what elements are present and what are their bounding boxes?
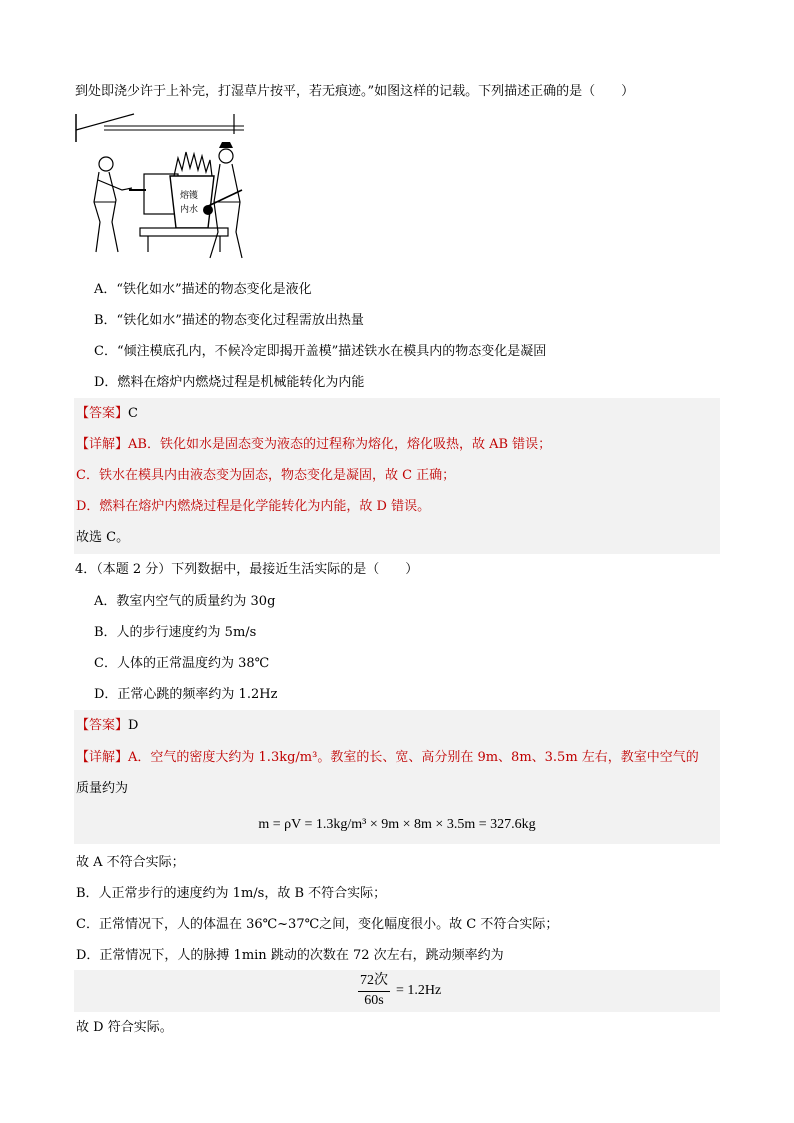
q4-option-c: C．人体的正常温度约为 38℃	[94, 656, 270, 671]
q3-detail-ab: 【详解】AB．铁化如水是固态变为液态的过程称为熔化，熔化吸热，故 AB 错误；	[76, 437, 552, 452]
foundry-drawing	[74, 112, 244, 264]
q3-conclusion: 故选 C。	[76, 530, 130, 545]
q4-d-conclusion: 故 D 符合实际。	[76, 1020, 173, 1035]
q4-answer: 【答案】D	[76, 718, 139, 733]
q4-option-d: D．正常心跳的频率约为 1.2Hz	[94, 687, 278, 702]
q4-detail-c: C．正常情况下，人的体温在 36℃~37℃之间，变化幅度很小。故 C 不符合实际；	[76, 917, 559, 932]
fraction-denominator: 60s	[364, 993, 384, 1008]
q3-detail-c: C．铁水在模具内由液态变为固态，物态变化是凝固，故 C 正确；	[76, 468, 456, 483]
q3-option-c: C．“倾注模底孔内，不候冷定即揭开盖模”描述铁水在模具内的物态变化是凝固	[94, 344, 547, 359]
q4-detail-a: 【详解】A．空气的密度大约为 1.3kg/m³。教室的长、宽、高分别在 9m、8m、3.5m 左右，教室中空气的	[76, 750, 699, 765]
q4-stem: 4．（本题 2 分）下列数据中，最接近生活实际的是（ ）	[75, 562, 419, 577]
q4-detail-a-cont: 质量约为	[76, 781, 129, 796]
q4-detail-b: B．人正常步行的速度约为 1m/s，故 B 不符合实际；	[76, 886, 387, 901]
q3-option-d: D．燃料在熔炉内燃烧过程是机械能转化为内能	[94, 375, 365, 390]
q4-detail-d: D．正常情况下，人的脉搏 1min 跳动的次数在 72 次左右，跳动频率约为	[76, 948, 504, 963]
answer-value: C	[128, 406, 138, 421]
density-formula: m = ρV = 1.3kg/m³ × 9m × 8m × 3.5m = 327.6kg	[258, 817, 536, 832]
q4-option-b: B．人的步行速度约为 5m/s	[94, 625, 257, 640]
fraction-numerator: 72次	[360, 973, 388, 988]
q3-detail-d: D．燃料在熔炉内燃烧过程是化学能转化为内能，故 D 错误。	[76, 499, 431, 514]
q3-option-a: A．“铁化如水”描述的物态变化是液化	[94, 282, 312, 297]
pot-label-1: 熔镬	[180, 191, 199, 201]
question-stem-continuation: 到处即浇少许于上补完，打湿草片按平，若无痕迹。”如图这样的记载。下列描述正确的是（ ）	[75, 84, 635, 99]
q3-answer	[76, 404, 138, 424]
casting-illustration	[74, 112, 244, 264]
pot-label-2: 内水	[180, 205, 199, 215]
q4-a-conclusion: 故 A 不符合实际；	[76, 855, 185, 870]
answer-tag: 【答案】	[76, 406, 129, 421]
fraction-bar	[358, 991, 390, 992]
q3-option-b: B．“铁化如水”描述的物态变化过程需放出热量	[94, 313, 364, 328]
frequency-result: = 1.2Hz	[396, 983, 442, 998]
detail-tag: 【详解】	[76, 437, 129, 452]
q4-option-a: A．教室内空气的质量约为 30g	[94, 594, 276, 609]
